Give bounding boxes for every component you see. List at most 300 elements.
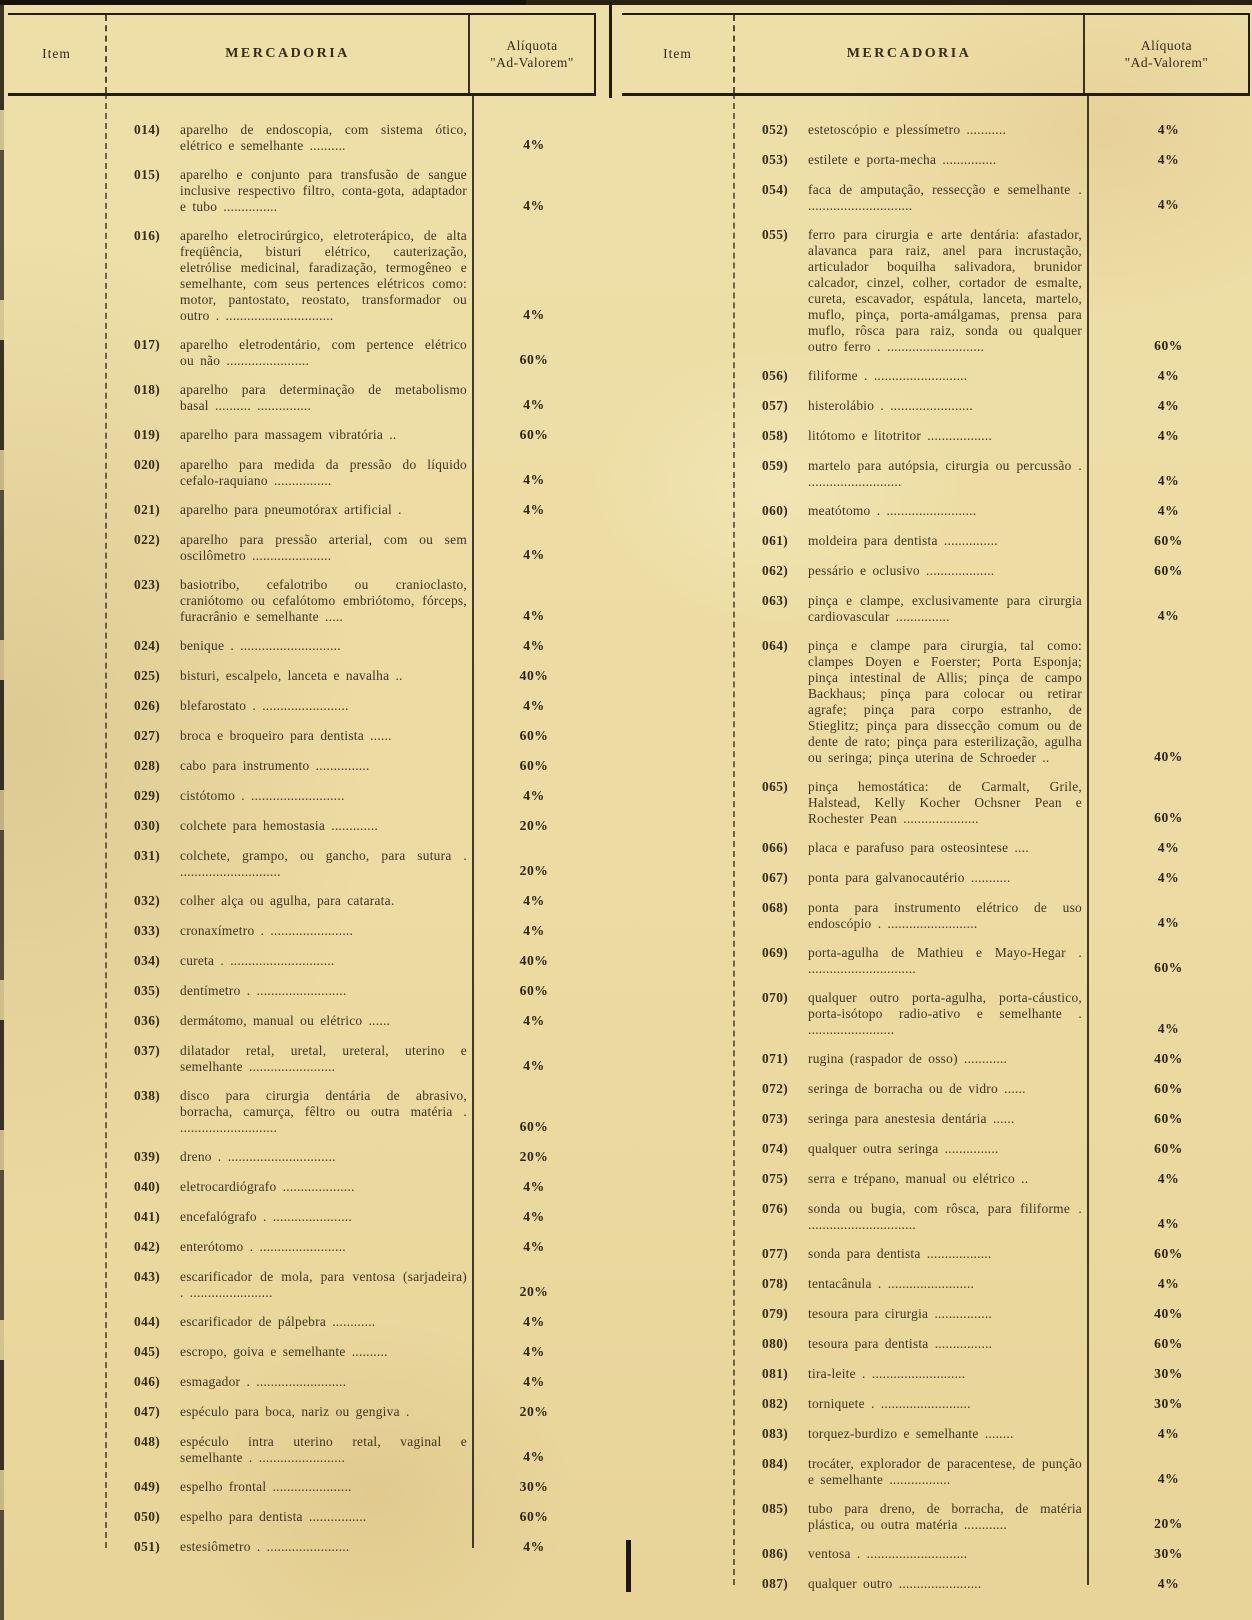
item-description: pinça e clampe para cirurgia, tal como: clampes Doyen e Foerster; Porta Esponja; pinça intestinal de Allis; pinça de campo Backhaus; pinça para colocar ou retirar agrafe; pinça para corpo estranho, de Stieglitz; pinça para dissecção comum ou de dente de rato; pinça para esterilização, agulha ou seringa; pinça uterina de Schroeder .. (808, 638, 1082, 765)
item-rate: 60% (1154, 1246, 1183, 1261)
item-rate: 4% (523, 472, 545, 487)
item-description: estesiômetro . ....................... (180, 1539, 350, 1554)
item-rate: 60% (1154, 1081, 1183, 1096)
item-number: 032) (134, 893, 161, 908)
item-rate: 20% (519, 1284, 549, 1299)
item-rate: 60% (519, 1119, 549, 1134)
item-description: sonda para dentista .................. (808, 1246, 992, 1261)
table-row (8, 1539, 596, 1556)
item-description: tesoura para dentista ................ (808, 1336, 993, 1351)
item-number: 027) (134, 728, 161, 743)
table-row (8, 758, 596, 775)
item-number: 035) (134, 983, 161, 998)
item-number: 026) (134, 698, 161, 713)
table-row (8, 1149, 596, 1166)
table-row (622, 1111, 1250, 1128)
tariff-table-left (8, 9, 596, 1569)
item-number: 083) (762, 1426, 789, 1441)
item-number: 057) (762, 398, 789, 413)
item-rate: 4% (1157, 197, 1180, 212)
item-number: 060) (762, 503, 789, 518)
item-number: 053) (762, 152, 789, 167)
column-header-mercadoria: MERCADORIA (105, 15, 470, 93)
item-rate: 4% (1157, 840, 1180, 855)
item-description: seringa para anestesia dentária ...... (808, 1111, 1015, 1126)
item-rate: 4% (1157, 368, 1180, 383)
table-row (622, 945, 1250, 977)
item-description: colchete para hemostasia ............. (180, 818, 379, 833)
table-row (8, 502, 596, 519)
table-row (8, 427, 596, 444)
item-description: dentímetro . ......................... (180, 983, 347, 998)
item-description: porta-agulha de Mathieu e Mayo-Hegar . .............................. (808, 945, 1082, 976)
item-description: escarificador de pálpebra ............ (180, 1314, 376, 1329)
item-rate: 4% (523, 547, 545, 562)
item-rate: 4% (1157, 473, 1180, 488)
item-number: 015) (134, 167, 161, 182)
item-number: 074) (762, 1141, 789, 1156)
item-number: 055) (762, 227, 789, 242)
item-number: 033) (134, 923, 161, 938)
item-description: filiforme . .......................... (808, 368, 968, 383)
item-description: aparelho para pressão arterial, com ou sem oscilômetro ...................... (180, 532, 467, 563)
item-rate: 4% (1157, 428, 1180, 443)
item-description: disco para cirurgia dentária de abrasivo, borracha, camurça, fêltro ou outra matéria . ........................... (180, 1088, 467, 1135)
item-description: aparelho para medida da pressão do líquido cefalo-raquiano ................ (180, 457, 467, 488)
table-header (622, 13, 1250, 96)
item-number: 047) (134, 1404, 161, 1419)
table-row (8, 577, 596, 625)
table-row (622, 1201, 1250, 1233)
table-row (8, 532, 596, 564)
table-row (622, 1336, 1250, 1353)
item-number: 068) (762, 900, 789, 915)
table-row (622, 533, 1250, 550)
item-rate: 4% (523, 1314, 545, 1329)
item-rate: 4% (1157, 1471, 1180, 1486)
item-number: 084) (762, 1456, 789, 1471)
item-rate: 60% (519, 983, 549, 998)
item-description: espéculo intra uterino retal, vaginal e semelhante . ........................ (180, 1434, 467, 1465)
item-rate: 4% (1157, 503, 1180, 518)
table-row (8, 1314, 596, 1331)
item-rate: 4% (523, 502, 545, 517)
item-description: placa e parafuso para osteosintese .... (808, 840, 1029, 855)
item-number: 052) (762, 122, 789, 137)
item-number: 065) (762, 779, 789, 794)
table-row (622, 1306, 1250, 1323)
table-row (8, 953, 596, 970)
item-rate: 4% (1157, 1216, 1180, 1231)
table-row (8, 818, 596, 835)
item-description: seringa de borracha ou de vidro ...... (808, 1081, 1026, 1096)
item-description: cistótomo . .......................... (180, 788, 345, 803)
item-description: tira-leite . .......................... (808, 1366, 966, 1381)
item-number: 042) (134, 1239, 161, 1254)
item-rate: 4% (1157, 1576, 1180, 1591)
item-description: aparelho para pneumotórax artificial . (180, 502, 402, 517)
item-number: 039) (134, 1149, 161, 1164)
item-rate: 30% (1154, 1396, 1183, 1411)
table-row (8, 983, 596, 1000)
item-description: colchete, grampo, ou gancho, para sutura . ............................ (180, 848, 467, 879)
item-number: 023) (134, 577, 161, 592)
table-row (8, 228, 596, 324)
item-rate: 40% (519, 668, 549, 683)
item-description: dermátomo, manual ou elétrico ...... (180, 1013, 391, 1028)
item-number: 063) (762, 593, 789, 608)
table-row (622, 227, 1250, 355)
item-description: encefalógrafo . ...................... (180, 1209, 352, 1224)
item-description: pessário e oclusivo ................... (808, 563, 995, 578)
item-description: escarificador de mola, para ventosa (sarjadeira) . ....................... (180, 1269, 467, 1300)
item-rate: 20% (1154, 1516, 1183, 1531)
item-number: 021) (134, 502, 161, 517)
item-number: 014) (134, 122, 161, 137)
item-rate: 4% (523, 198, 545, 213)
item-description: moldeira para dentista ............... (808, 533, 998, 548)
item-rate: 4% (523, 1539, 545, 1554)
item-number: 061) (762, 533, 789, 548)
item-description: qualquer outro ....................... (808, 1576, 982, 1591)
item-description: sonda ou bugia, com rôsca, para filiforme . .............................. (808, 1201, 1082, 1232)
table-row (622, 122, 1250, 139)
item-number: 034) (134, 953, 161, 968)
item-number: 031) (134, 848, 161, 863)
table-row (8, 1479, 596, 1496)
table-row (622, 152, 1250, 169)
table-row (622, 458, 1250, 490)
item-rate: 4% (523, 1058, 545, 1073)
item-number: 064) (762, 638, 789, 653)
item-rate: 60% (1154, 338, 1183, 353)
item-number: 059) (762, 458, 789, 473)
table-row (8, 457, 596, 489)
table-row (8, 1344, 596, 1361)
item-rate: 4% (1157, 152, 1180, 167)
item-rate: 4% (523, 893, 545, 908)
item-number: 028) (134, 758, 161, 773)
item-description: enterótomo . ........................ (180, 1239, 346, 1254)
item-number: 071) (762, 1051, 789, 1066)
table-row (8, 1404, 596, 1421)
item-number: 079) (762, 1306, 789, 1321)
table-row (622, 870, 1250, 887)
item-number: 056) (762, 368, 789, 383)
table-row (8, 638, 596, 655)
item-number: 067) (762, 870, 789, 885)
item-description: litótomo e litotritor .................. (808, 428, 993, 443)
item-number: 040) (134, 1179, 161, 1194)
item-rate: 20% (519, 863, 549, 878)
item-number: 086) (762, 1546, 789, 1561)
item-rate: 40% (1154, 1051, 1183, 1066)
item-description: cureta . ............................. (180, 953, 335, 968)
aliquota-header-line2: "Ad-Valorem" (1124, 55, 1209, 70)
item-number: 069) (762, 945, 789, 960)
item-rate: 40% (1154, 749, 1183, 764)
table-row (8, 923, 596, 940)
table-row (622, 398, 1250, 415)
table-row (8, 1088, 596, 1136)
item-rate: 4% (1157, 1276, 1180, 1291)
item-description: cabo para instrumento ............... (180, 758, 370, 773)
item-number: 029) (134, 788, 161, 803)
item-number: 020) (134, 457, 161, 472)
table-row (622, 779, 1250, 827)
item-number: 019) (134, 427, 161, 442)
item-rate: 4% (523, 1179, 545, 1194)
item-description: pinça hemostática: de Carmalt, Grile, Halstead, Kelly Kocher Ochsner Pean e Rochester Pean ..................... (808, 779, 1082, 826)
column-divider-rule-top (609, 2, 612, 98)
table-row (8, 1269, 596, 1301)
item-description: bisturi, escalpelo, lanceta e navalha .. (180, 668, 403, 683)
item-description: tesoura para cirurgia ................ (808, 1306, 993, 1321)
item-description: qualquer outro porta-agulha, porta-cáustico, porta-isótopo radio-ativo e semelhante . ........................ (808, 990, 1082, 1037)
table-row (622, 1576, 1250, 1593)
tariff-table-right (622, 9, 1250, 1606)
table-row (8, 893, 596, 910)
item-rate: 60% (519, 352, 549, 367)
item-number: 044) (134, 1314, 161, 1329)
table-row (622, 638, 1250, 766)
item-description: estilete e porta-mecha ............... (808, 152, 997, 167)
item-description: esmagador . ......................... (180, 1374, 347, 1389)
table-row (622, 1456, 1250, 1488)
column-header-item: Item (663, 46, 692, 61)
item-rate: 4% (523, 608, 545, 623)
item-rate: 60% (519, 728, 549, 743)
item-description: ferro para cirurgia e arte dentária: afastador, alavanca para raiz, anel para incrustação, articulador boquilha salivadora, brunidor calcador, cinzel, colher, cortador de esmalte, cureta, escavador, espátula, lanceta, martelo, muflo, pinça, porta-amálgamas, prensa para muflo, rôsca para raiz, sonda ou qualquer outro ferro . ........................... (808, 227, 1082, 354)
page-top-rule (0, 0, 1252, 5)
item-rate: 60% (1154, 533, 1183, 548)
item-description: aparelho de endoscopia, com sistema ótico, elétrico e semelhante .......... (180, 122, 467, 153)
table-row (8, 1013, 596, 1030)
item-rate: 40% (519, 953, 549, 968)
item-description: torniquete . ......................... (808, 1396, 971, 1411)
item-rate: 60% (519, 1509, 549, 1524)
table-row (622, 840, 1250, 857)
item-description: torquez-burdizo e semelhante ........ (808, 1426, 1014, 1441)
item-number: 058) (762, 428, 789, 443)
table-row (622, 503, 1250, 520)
item-number: 073) (762, 1111, 789, 1126)
item-rate: 4% (523, 397, 545, 412)
table-row (622, 1171, 1250, 1188)
item-description: espelho frontal ...................... (180, 1479, 352, 1494)
item-number: 037) (134, 1043, 161, 1058)
item-rate: 4% (523, 307, 545, 322)
item-rate: 60% (1154, 563, 1183, 578)
item-description: trocáter, explorador de paracentese, de punção e semelhante ................. (808, 1456, 1082, 1487)
item-rate: 60% (1154, 1336, 1183, 1351)
column-header-mercadoria: MERCADORIA (733, 15, 1085, 93)
item-rate: 60% (519, 427, 549, 442)
item-description: martelo para autópsia, cirurgia ou percussão . .......................... (808, 458, 1082, 489)
table-row (8, 848, 596, 880)
table-body-left (8, 96, 596, 1556)
item-rate: 20% (519, 818, 549, 833)
item-rate: 4% (523, 1344, 545, 1359)
table-row (8, 1434, 596, 1466)
item-number: 076) (762, 1201, 789, 1216)
item-rate: 4% (523, 1239, 545, 1254)
item-description: ponta para instrumento elétrico de uso endoscópio . ......................... (808, 900, 1082, 931)
item-number: 066) (762, 840, 789, 855)
item-number: 078) (762, 1276, 789, 1291)
item-description: faca de amputação, ressecção e semelhante . ............................. (808, 182, 1082, 213)
item-rate: 4% (523, 788, 545, 803)
item-rate: 30% (1154, 1366, 1183, 1381)
item-number: 018) (134, 382, 161, 397)
table-row (8, 698, 596, 715)
item-rate: 60% (519, 758, 549, 773)
item-number: 022) (134, 532, 161, 547)
table-row (622, 182, 1250, 214)
item-rate: 60% (1154, 1111, 1183, 1126)
item-number: 081) (762, 1366, 789, 1381)
item-number: 077) (762, 1246, 789, 1261)
item-rate: 4% (1157, 398, 1180, 413)
table-row (8, 1374, 596, 1391)
table-row (622, 990, 1250, 1038)
item-number: 030) (134, 818, 161, 833)
table-row (622, 1246, 1250, 1263)
item-rate: 4% (523, 638, 545, 653)
item-description: aparelho para massagem vibratória .. (180, 427, 397, 442)
item-description: basiotribo, cefalotribo ou cranioclasto, craniótomo ou cefalótomo embriótomo, fórceps, furacrânio e semelhante ..... (180, 577, 467, 624)
item-description: aparelho e conjunto para transfusão de sangue inclusive respectivo filtro, conta-gota, adaptador e tubo ............... (180, 167, 467, 214)
item-number: 041) (134, 1209, 161, 1224)
aliquota-header-line2: "Ad-Valorem" (490, 55, 574, 70)
table-row (622, 593, 1250, 625)
table-row (622, 368, 1250, 385)
table-row (8, 1179, 596, 1196)
table-row (622, 428, 1250, 445)
table-row (622, 1366, 1250, 1383)
table-row (622, 1051, 1250, 1068)
item-rate: 60% (1154, 1141, 1183, 1156)
item-rate: 4% (1157, 608, 1180, 623)
rate-column-rule (1087, 93, 1089, 1585)
table-row (8, 728, 596, 745)
item-description: broca e broqueiro para dentista ...... (180, 728, 392, 743)
item-rate: 4% (523, 1449, 545, 1464)
item-rate: 4% (523, 1013, 545, 1028)
item-number: 051) (134, 1539, 161, 1554)
item-number: 017) (134, 337, 161, 352)
item-number: 025) (134, 668, 161, 683)
item-number: 062) (762, 563, 789, 578)
item-rate: 4% (523, 698, 545, 713)
item-number: 054) (762, 182, 789, 197)
item-number: 072) (762, 1081, 789, 1096)
item-description: dreno . .............................. (180, 1149, 336, 1164)
item-rate: 30% (1154, 1546, 1183, 1561)
table-row (8, 122, 596, 154)
item-description: dilatador retal, uretal, ureteral, uterino e semelhante ........................ (180, 1043, 467, 1074)
item-number: 082) (762, 1396, 789, 1411)
table-row (622, 1141, 1250, 1158)
item-number: 075) (762, 1171, 789, 1186)
table-row (622, 1426, 1250, 1443)
item-rate: 30% (519, 1479, 549, 1494)
table-row (8, 167, 596, 215)
item-number: 045) (134, 1344, 161, 1359)
item-description: qualquer outra seringa ............... (808, 1141, 999, 1156)
table-row (622, 1276, 1250, 1293)
item-rate: 4% (523, 923, 545, 938)
table-row (8, 1509, 596, 1526)
item-description: escropo, goiva e semelhante .......... (180, 1344, 388, 1359)
table-row (8, 1239, 596, 1256)
item-number: 036) (134, 1013, 161, 1028)
item-rate: 60% (1154, 810, 1183, 825)
item-rate: 4% (1157, 122, 1180, 137)
table-row (622, 1546, 1250, 1563)
item-description: cronaxímetro . ....................... (180, 923, 354, 938)
item-rate: 4% (1157, 1171, 1180, 1186)
item-rate: 4% (523, 1209, 545, 1224)
table-row (8, 1043, 596, 1075)
item-rate: 4% (523, 137, 545, 152)
item-rate: 4% (523, 1374, 545, 1389)
item-number: 050) (134, 1509, 161, 1524)
item-description: colher alça ou agulha, para catarata. (180, 893, 395, 908)
item-description: benique . ............................ (180, 638, 341, 653)
item-rate: 4% (1157, 1021, 1180, 1036)
table-row (8, 337, 596, 369)
column-header-aliquota (470, 15, 594, 93)
item-description: aparelho para determinação de metabolismo basal .......... ............... (180, 382, 467, 413)
table-row (622, 1081, 1250, 1098)
item-number: 080) (762, 1336, 789, 1351)
table-row (622, 1396, 1250, 1413)
item-rate: 4% (1157, 1426, 1180, 1441)
item-number: 043) (134, 1269, 161, 1284)
item-description: blefarostato . ........................ (180, 698, 349, 713)
column-header-aliquota (1085, 15, 1248, 93)
item-description: pinça e clampe, exclusivamente para cirurgia cardiovascular ............... (808, 593, 1082, 624)
item-description: tubo para dreno, de borracha, de matéria plástica, ou outra matéria ............ (808, 1501, 1082, 1532)
item-description: histerolábio . ....................... (808, 398, 973, 413)
item-number: 049) (134, 1479, 161, 1494)
item-description: espelho para dentista ................ (180, 1509, 367, 1524)
item-description: serra e trépano, manual ou elétrico .. (808, 1171, 1029, 1186)
item-rate: 4% (1157, 915, 1180, 930)
item-column-rule (105, 93, 107, 1548)
table-row (622, 1501, 1250, 1533)
item-rate: 4% (1157, 870, 1180, 885)
table-row (8, 1209, 596, 1226)
item-description: meatótomo . ......................... (808, 503, 977, 518)
column-header-item: Item (42, 46, 71, 61)
item-number: 048) (134, 1434, 161, 1449)
item-description: eletrocardiógrafo .................... (180, 1179, 355, 1194)
item-rate: 20% (519, 1404, 549, 1419)
item-description: aparelho eletrodentário, com pertence elétrico ou não ....................... (180, 337, 467, 368)
item-number: 046) (134, 1374, 161, 1389)
item-rate: 20% (519, 1149, 549, 1164)
table-row (8, 668, 596, 685)
item-column-rule (733, 93, 735, 1585)
table-row (622, 563, 1250, 580)
rate-column-rule (472, 93, 474, 1548)
item-number: 038) (134, 1088, 161, 1103)
item-description: aparelho eletrocirúrgico, eletroterápico, de alta freqüência, bisturi elétrico, cauterização, eletrólise medicinal, faradização, termogêneo e semelhante, com seus pertences elétricos como: motor, pantostato, reostato, transformador ou outro . .............................. (180, 228, 467, 323)
item-number: 085) (762, 1501, 789, 1516)
item-rate: 60% (1154, 960, 1183, 975)
